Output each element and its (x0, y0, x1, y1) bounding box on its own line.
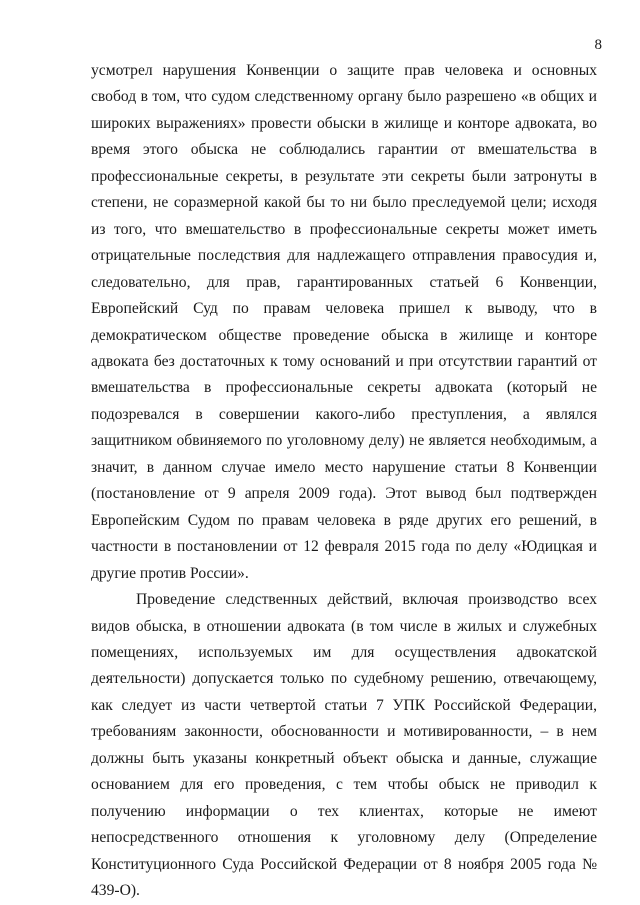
paragraph-search-procedure: Проведение следственных действий, включая производство всех видов обыска, в отношении адвоката (в том числе в жилых и служебных помещениях, используемых им для осуществления адвокатской деятельности) допускается только по судебному решению, отвечающему, как следует из части четвертой статьи 7 УПК Российской Федерации, требованиям законности, обоснованности и мотивированности, – в нем должны быть указаны конкретный объект обыска и данные, служащие основанием для его проведения, с тем чтобы обыск не приводил к получению информации о тех клиентах, которые не имеют непосредственного отношения к уголовному делу (Определение Конституционного Суда Российской Федерации от 8 ноября 2005 года № 439-О). (91, 591, 597, 900)
paragraph-continuation: усмотрел нарушения Конвенции о защите прав человека и основных свобод в том, что судом следственному органу было разрешено «в общих и широких выражениях» провести обыски в жилище и конторе адвоката, во время этого обыска не соблюдались гарантии от вмешательства в профессиональные секреты, в результате эти секреты были затронуты в степени, не соразмерной какой бы то ни было преследуемой цели; исходя из того, что вмешательство в профессиональные секреты может иметь отрицательные последствия для надлежащего отправления правосудия и, следовательно, для прав, гарантированных статьей 6 Конвенции, Европейский Суд по правам человека пришел к выводу, что в демократическом обществе проведение обыска в жилище и конторе адвоката без достаточных к тому оснований и при отсутствии гарантий от вмешательства в профессиональные секреты адвоката (который не подозревался в совершении какого-либо преступления, а являлся защитником обвиняемого по уголовному делу) не является необходимым, а значит, в данном случае имело место нарушение статьи 8 Конвенции (постановление от 9 апреля 2009 года). Этот вывод был подтвержден Европейским Судом по правам человека в ряде других его решений, в частности в постановлении от 12 февраля 2015 года по делу «Юдицкая и другие против России». (91, 62, 597, 582)
document-body (91, 58, 597, 905)
page-number: 8 (594, 37, 602, 53)
